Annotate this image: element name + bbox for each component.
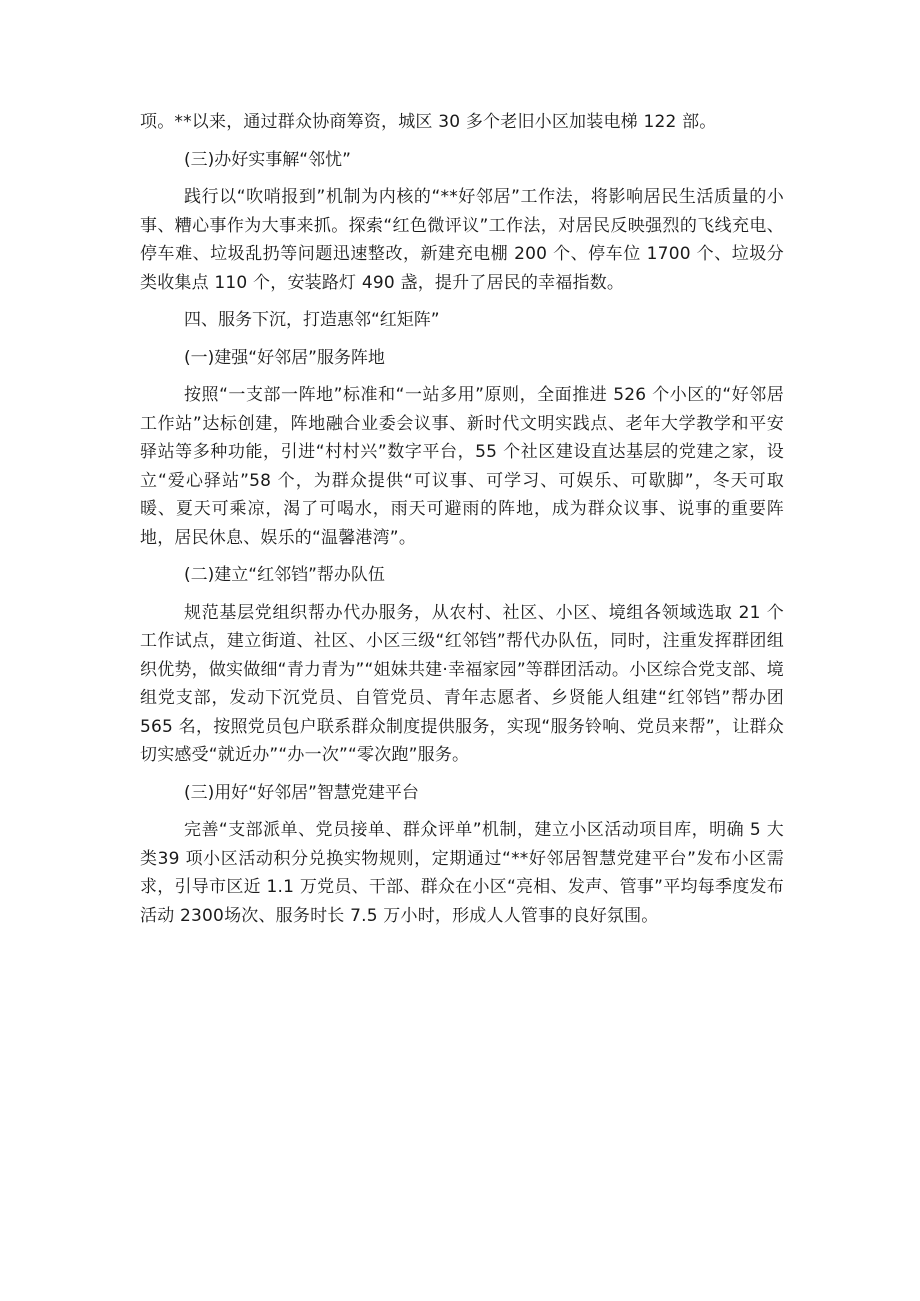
subheading-4-1: (一)建强“好邻居”服务阵地: [184, 347, 385, 368]
subheading-4-2: (二)建立“红邻铛”帮办队伍: [184, 565, 385, 585]
subheading-3-1: (三)办好实事解“邻忧”: [184, 149, 351, 170]
paragraph-4-2: 规范基层党组织帮办代办服务，从农村、社区、小区、境组各领域选取 21 个工作试点，建立街道、社区、小区三级“红邻铛”帮代办队伍，同时，注重发挥群团组织优势，做实做细“青力青为”“姐妹共建·幸福家园”等群团活动。小区综合党支部、境组党支部，发动下沉党员、自管党员、青年志愿者、乡贤能人组建“红邻铛”帮办团 565 名，按照党员包户联系群众制度提供服务，实现“服务铃响、党员来帮”，让群众切实感受“就近办”“办一次”“零次跑”服务。: [140, 602, 784, 765]
paragraph-intro: 项。**以来，通过群众协商筹资，城区 30 多个老旧小区加装电梯 122 部。: [140, 112, 717, 132]
section-heading-4: 四、服务下沉，打造惠邻“红矩阵”: [184, 310, 440, 330]
subheading-4-3: (三)用好“好邻居”智慧党建平台: [184, 782, 419, 803]
document-page: [140, 108, 784, 930]
paragraph-4-1: 按照“一支部一阵地”标准和“一站多用”原则，全面推进 526 个小区的“好邻居工作站”达标创建，阵地融合业委会议事、新时代文明实践点、老年大学教学和平安驿站等多种功能，引进“村村兴”数字平台，55 个社区建设直达基层的党建之家，设立“爱心驿站”58 个，为群众提供“可议事、可学习、可娱乐、可歇脚”，冬天可取暖、夏天可乘凉，渴了可喝水，雨天可避雨的阵地，成为群众议事、说事的重要阵地，居民休息、娱乐的“温馨港湾”。: [140, 385, 784, 548]
paragraph-4-3: 完善“支部派单、党员接单、群众评单”机制，建立小区活动项目库，明确 5 大类39 项小区活动积分兑换实物规则，定期通过“**好邻居智慧党建平台”发布小区需求，引导市区近 1.1 万党员、干部、群众在小区“亮相、发声、管事”平均每季度发布活动 2300场次、服务时长 7.5 万小时，形成人人管事的良好氛围。: [140, 820, 784, 926]
paragraph-3-1: 践行以“吹哨报到”机制为内核的“**好邻居”工作法，将影响居民生活质量的小事、糟心事作为大事来抓。探索“红色微评议”工作法，对居民反映强烈的飞线充电、停车难、垃圾乱扔等问题迅速整改，新建充电棚 200 个、停车位 1700 个、垃圾分类收集点 110 个，安装路灯 490 盏，提升了居民的幸福指数。: [140, 187, 784, 293]
